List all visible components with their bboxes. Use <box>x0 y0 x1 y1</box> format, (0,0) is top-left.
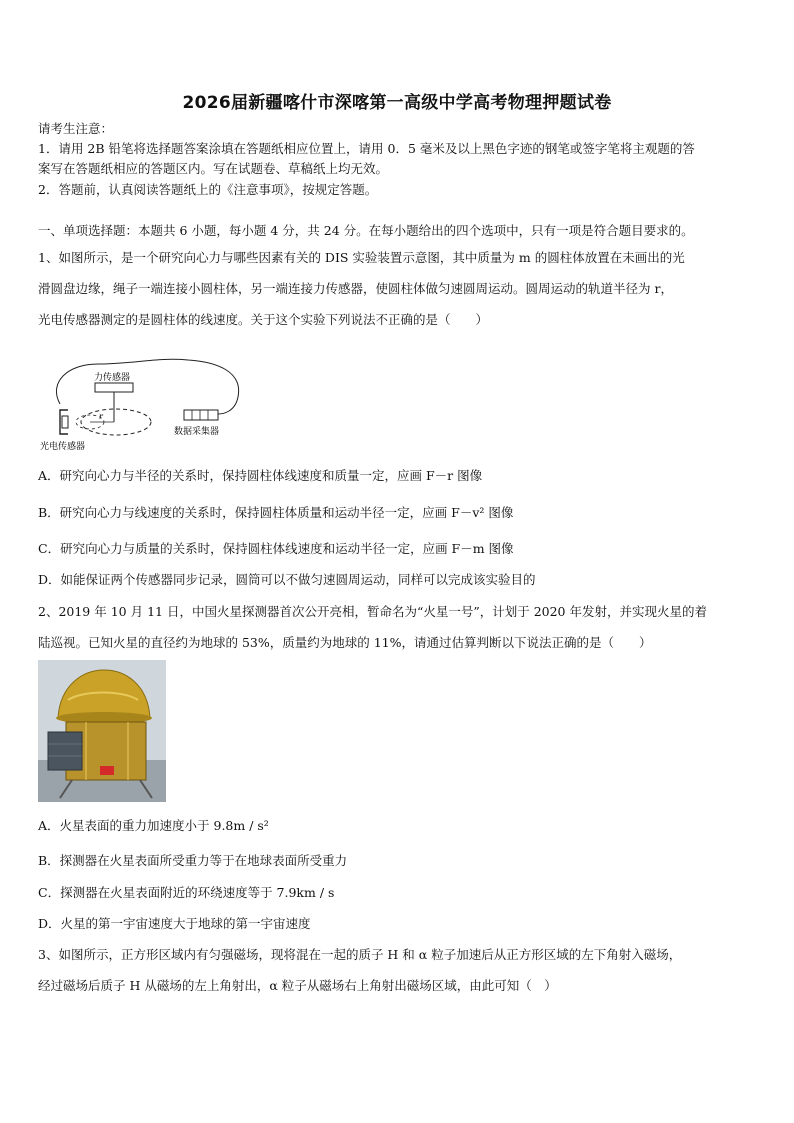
q3-stem-line-1: 3、如图所示，正方形区域内有匀强磁场，现将混在一起的质子 H 和 α 粒子加速后从正方形区域的左下角射入磁场， <box>38 947 682 962</box>
q2-stem-line-1: 2、2019 年 10 月 11 日，中国火星探测器首次公开亮相，暂命名为“火星一号”，计划于 2020 年发射，并实现火星的着 <box>38 604 707 619</box>
notice-item-1-line-2: 案写在答题纸相应的答题区内。写在试题卷、草稿纸上均无效。 <box>38 161 389 176</box>
q2-option-b: B．探测器在火星表面所受重力等于在地球表面所受重力 <box>38 853 348 868</box>
force-sensor-label: 力传感器 <box>94 373 131 383</box>
q1-option-c: C．研究向心力与质量的关系时，保持圆柱体线速度和运动半径一定，应画 F－m 图像 <box>38 541 514 556</box>
q2-option-d: D．火星的第一宇宙速度大于地球的第一宇宙速度 <box>38 916 311 931</box>
dis-apparatus-diagram <box>38 352 248 452</box>
q1-option-a: A．研究向心力与半径的关系时，保持圆柱体线速度和质量一定，应画 F－r 图像 <box>38 468 483 483</box>
photo-sensor-label: 光电传感器 <box>40 442 86 452</box>
q1-stem-line-3: 光电传感器测定的是圆柱体的线速度。关于这个实验下列说法不正确的是（ ） <box>38 312 489 327</box>
q1-option-b: B．研究向心力与线速度的关系时，保持圆柱体质量和运动半径一定，应画 F－v² 图像 <box>38 505 514 520</box>
notice-item-2: 2．答题前，认真阅读答题纸上的《注意事项》，按规定答题。 <box>38 182 378 197</box>
notice-heading: 请考生注意： <box>38 121 114 136</box>
q3-stem-line-2: 经过磁场后质子 H 从磁场的左上角射出，α 粒子从磁场右上角射出磁场区域，由此可知（ ） <box>38 978 557 993</box>
radius-label: r <box>99 412 103 421</box>
q2-option-a: A．火星表面的重力加速度小于 9.8m / s² <box>38 818 269 833</box>
q1-option-d: D．如能保证两个传感器同步记录，圆筒可以不做匀速圆周运动，同样可以完成该实验目的 <box>38 572 536 587</box>
q1-stem-line-1: 1、如图所示，是一个研究向心力与哪些因素有关的 DIS 实验装置示意图，其中质量为 m 的圆柱体放置在未画出的光 <box>38 250 685 265</box>
q2-option-c: C．探测器在火星表面附近的环绕速度等于 7.9km / s <box>38 885 335 900</box>
q1-stem-line-2: 滑圆盘边缘，绳子一端连接小圆柱体，另一端连接力传感器，使圆柱体做匀速圆周运动。圆周运动的轨道半径为 r， <box>38 281 673 296</box>
q2-stem-line-2: 陆巡视。已知火星的直径约为地球的 53%，质量约为地球的 11%，请通过估算判断以下说法正确的是（ ） <box>38 635 652 650</box>
notice-item-1-line-1: 1．请用 2B 铅笔将选择题答案涂填在答题纸相应位置上，请用 0．5 毫米及以上黑色字迹的钢笔或签字笔将主观题的答 <box>38 141 695 156</box>
page-title: 2026届新疆喀什市深喀第一高级中学高考物理押题试卷 <box>182 93 612 113</box>
mars-probe-photo <box>38 660 166 802</box>
section-heading: 一、单项选择题：本题共 6 小题，每小题 4 分，共 24 分。在每小题给出的四个选项中，只有一项是符合题目要求的。 <box>38 223 694 238</box>
data-collector-label: 数据采集器 <box>174 427 220 437</box>
